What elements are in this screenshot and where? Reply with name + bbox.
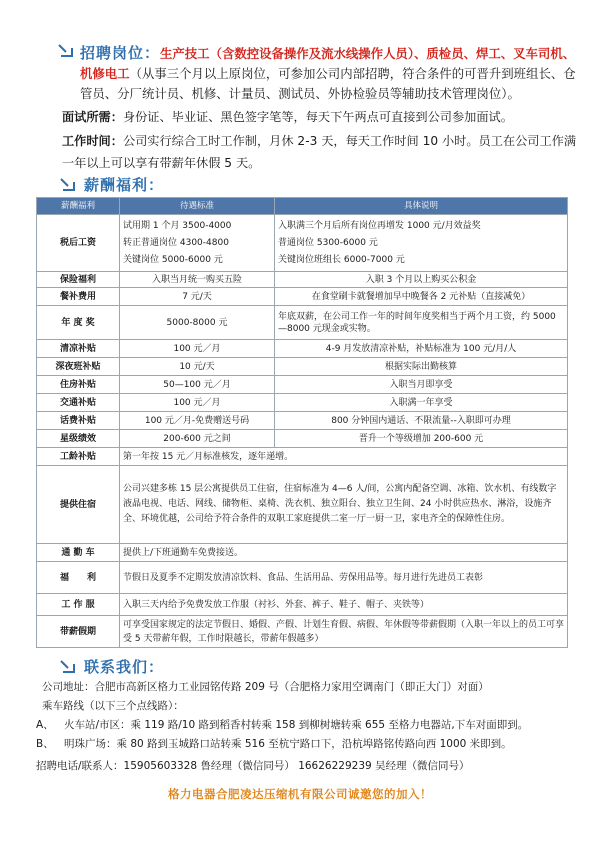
benefit-standard: 100 元／月 — [120, 394, 275, 412]
benefit-name: 通 勤 车 — [37, 544, 120, 562]
worktime-label: 工作时间： — [62, 134, 123, 148]
benefit-name: 工 作 服 — [37, 594, 120, 616]
benefit-name: 交通补贴 — [37, 394, 120, 412]
table-header-row — [37, 198, 568, 215]
table-row — [37, 430, 568, 448]
table-row — [37, 544, 568, 562]
benefit-desc: 4-9 月发放清凉补贴，补贴标准为 100 元/月/人 — [275, 340, 568, 358]
benefit-desc: 提供上/下班通勤车免费接送。 — [120, 544, 568, 562]
benefit-desc: 入职三天内给予免费发放工作服（衬衫、外套、裤子、鞋子、帽子、夹铁等） — [120, 594, 568, 616]
arrow-icon — [60, 178, 78, 192]
benefit-desc: 晋升一个等级增加 200-600 元 — [275, 430, 568, 448]
table-row — [37, 448, 568, 466]
header-cell: 具体说明 — [275, 198, 568, 215]
route-a — [36, 716, 586, 734]
desc-line: 关键岗位班组长 6000-7000 元 — [278, 255, 405, 265]
benefit-name: 带薪假期 — [37, 616, 120, 648]
recruit-positions: 生产技工（含数控设备操作及流水线操作人员）、质检员、焊工、叉车司机、机修电工 — [80, 46, 576, 81]
benefit-desc: 在食堂刷卡就餐增加早中晚餐各 2 元补贴（直接减免） — [275, 288, 568, 306]
benefit-name: 深夜班补贴 — [37, 358, 120, 376]
arrow-icon — [58, 44, 76, 58]
recruit-phone: 招聘电话/联系人：15905603328 鲁经理（微信同号） 16626229239 吴经理（微信同号） — [36, 760, 470, 772]
desc-line: 普通岗位 5300-6000 元 — [278, 238, 378, 248]
table-row — [37, 288, 568, 306]
benefit-standard: 200-600 元之间 — [120, 430, 275, 448]
route-title: 乘车路线（以下三个点线路）： — [42, 700, 184, 712]
recruit-details: （从事三个月以上原岗位，可参加公司内部招聘，符合条件的可晋升到班组长、仓管员、分厂统计员、机修、计量员、测试员、外协检验员等辅助技术管理岗位）。 — [80, 66, 576, 101]
benefit-desc: 公司兴建多栋 15 层公寓提供员工住宿，住宿标准为 4—6 人/间，公寓内配备空调、冰箱、饮水机、有线数字液晶电视、电话、网线、储物柜、桌椅、洗衣机、独立阳台、独立卫生间、24 小时供应热水、淋浴，设施齐全、环境优越，公司给予符合条件的双职工家庭提供二室一厅一厨一卫，家电齐全的保障性住房。 — [120, 466, 568, 544]
benefit-desc: 入职 3 个月以上购买公积金 — [275, 272, 568, 288]
salary-section-head — [60, 174, 164, 195]
recruit-section-head — [58, 44, 82, 58]
benefit-standard — [120, 215, 275, 272]
table-row — [37, 594, 568, 616]
benefit-desc: 入职当月即享受 — [275, 376, 568, 394]
benefit-desc: 入职满一年享受 — [275, 394, 568, 412]
benefit-desc: 800 分钟国内通话、不限流量--入职即可办理 — [275, 412, 568, 430]
salary-table — [36, 197, 568, 648]
recruit-title: 招聘岗位： — [80, 44, 161, 62]
benefit-name: 清凉补贴 — [37, 340, 120, 358]
contact-section-head — [60, 656, 164, 677]
table-row — [37, 340, 568, 358]
header-cell: 待遇标准 — [120, 198, 275, 215]
recruit-paragraph — [80, 43, 580, 104]
interview-line — [62, 108, 582, 127]
arrow-icon — [60, 660, 78, 674]
standard-line: 试用期 1 个月 3500-4000 — [123, 221, 232, 231]
table-row — [37, 412, 568, 430]
route-b-label: B、 — [36, 738, 54, 750]
contact-title: 联系我们： — [84, 658, 165, 676]
table-row — [37, 358, 568, 376]
worktime-paragraph — [62, 130, 582, 174]
benefit-standard: 100 元／月-免费赠送号码 — [120, 412, 275, 430]
benefit-name: 保险福利 — [37, 272, 120, 288]
benefit-name: 住房补贴 — [37, 376, 120, 394]
salary-title: 薪酬福利： — [84, 176, 165, 194]
contact-address: 公司地址：合肥市高新区格力工业园铭传路 209 号（合肥格力家用空调南门（即正大门）对面） — [42, 681, 489, 693]
benefit-name: 星级绩效 — [37, 430, 120, 448]
benefit-desc: 节假日及夏季不定期发放清凉饮料、食品、生活用品、劳保用品等。每月进行先进员工表彰 — [120, 562, 568, 594]
interview-text: 身份证、毕业证、黑色签字笔等，每天下午两点可直接到公司参加面试。 — [122, 110, 513, 124]
desc-line: 入职满三个月后所有岗位再增发 1000 元/月效益奖 — [278, 221, 481, 231]
benefit-desc: 可享受国家规定的法定节假日、婚假、产假、计划生育假、病假、年休假等带薪假期（入职一年以上的员工可享受 5 天带薪年假，工作时限越长，带薪年假越多） — [120, 616, 568, 648]
header-cell: 薪酬福利 — [37, 198, 120, 215]
benefit-desc: 根据实际出勤核算 — [275, 358, 568, 376]
table-row — [37, 616, 568, 648]
benefit-name: 工龄补贴 — [37, 448, 120, 466]
table-row — [37, 466, 568, 544]
table-row — [37, 376, 568, 394]
benefit-name: 年 度 奖 — [37, 306, 120, 340]
interview-label: 面试所需： — [62, 110, 123, 124]
benefit-name: 话费补贴 — [37, 412, 120, 430]
benefit-standard: 10 元/天 — [120, 358, 275, 376]
standard-line: 转正普通岗位 4300-4800 — [123, 238, 229, 248]
benefit-standard: 入职当月统一购买五险 — [120, 272, 275, 288]
table-row — [37, 215, 568, 272]
footer-slogan: 格力电器合肥凌达压缩机有限公司诚邀您的加入！ — [168, 787, 432, 801]
benefit-standard: 5000-8000 元 — [120, 306, 275, 340]
route-b — [36, 735, 586, 753]
benefit-name: 税后工资 — [37, 215, 120, 272]
benefit-desc: 第一年按 15 元／月标准核发，逐年递增。 — [120, 448, 568, 466]
route-a-text: 火车站/市区：乘 119 路/10 路到稻香村转乘 158 到柳树塘转乘 655 至格力电器站,下车对面即到。 — [64, 719, 529, 731]
table-row — [37, 272, 568, 288]
benefit-name: 提供住宿 — [37, 466, 120, 544]
benefit-standard: 50—100 元／月 — [120, 376, 275, 394]
route-b-text: 明珠广场：乘 80 路到玉城路口站转乘 516 至杭宁路口下，沿杭埠路铭传路向西 1000 米即到。 — [64, 738, 512, 750]
benefit-standard: 100 元／月 — [120, 340, 275, 358]
table-row — [37, 306, 568, 340]
worktime-text: 公司实行综合工时工作制，月休 2-3 天，每天工作时间 10 小时。员工在公司工作满一年以上可以享有带薪年休假 5 天。 — [62, 134, 577, 170]
table-row — [37, 562, 568, 594]
route-a-label: A、 — [36, 719, 54, 731]
benefit-desc — [275, 215, 568, 272]
table-row — [37, 394, 568, 412]
benefit-desc: 年底双薪，在公司工作一年的时间年度奖相当于两个月工资，约 5000—8000 元现金或实物。 — [275, 306, 568, 340]
benefit-standard: 7 元/天 — [120, 288, 275, 306]
benefit-name: 福 利 — [37, 562, 120, 594]
standard-line: 关键岗位 5000-6000 元 — [123, 255, 223, 265]
benefit-name: 餐补费用 — [37, 288, 120, 306]
